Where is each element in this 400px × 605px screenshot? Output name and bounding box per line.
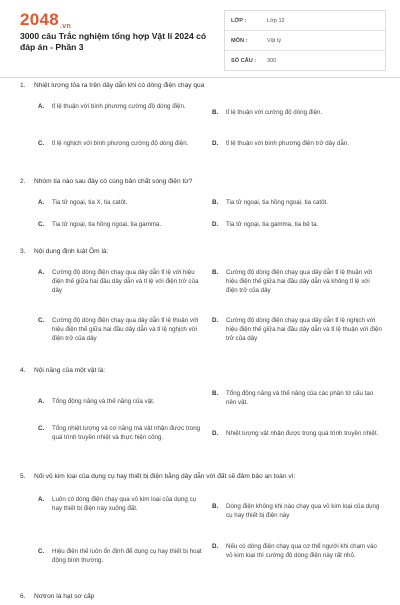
option-text: Nhiệt lượng vật nhận được trong quá trình truyền nhiệt.	[226, 430, 379, 437]
option-letter: A.	[38, 199, 45, 206]
option-4b[interactable]	[212, 390, 382, 408]
option-letter: B.	[212, 503, 219, 510]
option-1d[interactable]	[212, 140, 382, 149]
option-letter: D.	[212, 221, 219, 228]
option-letter: C.	[38, 317, 45, 324]
option-text: Tia tử ngoại, tia hồng ngoại, tia gamma.	[52, 221, 162, 228]
option-text: Hiệu điện thế luôn ổn định để dụng cụ hay thiết bị hoạt động bình thường.	[52, 548, 202, 564]
meta-value: Vật lý	[267, 37, 281, 44]
option-2a[interactable]	[38, 199, 206, 208]
option-1c[interactable]	[38, 140, 206, 149]
option-1b[interactable]	[212, 109, 382, 118]
option-text: Luôn có dòng điện chạy qua vỏ kim loại của dụng cụ hay thiết bị điện này xuống đất.	[52, 496, 197, 512]
option-text: Tổng nhiệt lượng và cơ năng mà vật nhận được trong quá trình truyền nhiệt và thực hiện công.	[52, 425, 201, 441]
option-5d[interactable]	[212, 543, 382, 561]
question-number: 5.	[20, 473, 26, 480]
option-text: Tia tử ngoại, tia X, tia catôt.	[52, 199, 128, 206]
option-1a[interactable]	[38, 103, 206, 112]
question-5	[20, 473, 390, 485]
option-letter: A.	[38, 269, 45, 276]
option-2c[interactable]	[38, 221, 206, 230]
option-letter: A.	[38, 496, 45, 503]
option-letter: D.	[212, 543, 219, 550]
question-number: 6.	[20, 593, 26, 600]
option-text: Nếu có dòng điện chạy qua cơ thể người khi chạm vào vỏ kim loại thì cường độ dòng điện này rất nhỏ.	[226, 543, 377, 559]
question-6	[20, 593, 390, 605]
question-stem: Nối vỏ kim loại của dụng cụ hay thiết bị điện bằng dây dẫn với đất sẽ đảm bảo an toàn vì:	[34, 473, 296, 480]
option-letter: B.	[212, 199, 219, 206]
meta-label: SỐ CÂU :	[231, 57, 257, 64]
question-number: 1.	[20, 82, 26, 89]
question-3	[20, 248, 390, 260]
question-stem: Nhóm tia nào sau đây có cùng bản chất sóng điện từ?	[34, 178, 193, 185]
option-4d[interactable]	[212, 430, 382, 439]
meta-row-subject	[225, 31, 385, 51]
option-text: tỉ lệ thuận với bình phương cường độ dòng điện.	[52, 103, 186, 110]
option-text: tỉ lệ thuận với cường độ dòng điện.	[226, 109, 323, 116]
option-text: tỉ lệ thuận với bình phương điện trở dây dẫn.	[226, 140, 349, 147]
option-text: Dòng điện không khi nào chạy qua vỏ kim loại của dụng cụ hay thiết bị điện này	[226, 503, 380, 519]
meta-row-class	[225, 11, 385, 31]
meta-row-count	[225, 51, 385, 70]
option-text: Tia tử ngoại, tia hồng ngoại, tia catôt.	[226, 199, 328, 206]
question-number: 4.	[20, 367, 26, 374]
option-letter: D.	[212, 430, 219, 437]
question-number: 3.	[20, 248, 26, 255]
question-4	[20, 367, 390, 379]
option-5c[interactable]	[38, 548, 206, 566]
meta-value: Lớp 12	[267, 17, 285, 24]
question-number: 2.	[20, 178, 26, 185]
option-letter: D.	[212, 317, 219, 324]
question-stem: Nhiệt lượng tỏa ra trên dây dẫn khi có dòng điện chạy qua	[34, 82, 205, 89]
option-4a[interactable]	[38, 398, 206, 407]
question-stem: Nội năng của một vật là:	[34, 367, 106, 374]
option-letter: B.	[212, 390, 219, 397]
option-3b[interactable]	[212, 269, 382, 295]
option-letter: D.	[212, 140, 219, 147]
option-text: Tổng động năng và thế năng của các phân tử cấu tạo nên vật.	[226, 390, 374, 406]
option-text: tỉ lệ nghịch với bình phương cường độ dòng điện.	[52, 140, 189, 147]
question-stem: Nơtron là hạt sơ cấp	[34, 593, 95, 600]
option-text: Tia tử ngoại, tia gamma, tia bê ta.	[226, 221, 319, 228]
meta-label: LỚP :	[231, 17, 247, 24]
option-letter: C.	[38, 548, 45, 555]
meta-table	[224, 10, 386, 71]
option-3d[interactable]	[212, 317, 382, 343]
option-letter: A.	[38, 103, 45, 110]
meta-label: MÔN :	[231, 37, 248, 44]
option-3c[interactable]	[38, 317, 206, 343]
document-title: 3000 câu Trắc nghiệm tổng hợp Vật lí 2024 có đáp án - Phần 3	[20, 31, 207, 52]
logo-tld: .vn	[60, 23, 72, 30]
option-5b[interactable]	[212, 503, 382, 521]
option-letter: B.	[212, 109, 219, 116]
option-5a[interactable]	[38, 496, 206, 514]
option-2b[interactable]	[212, 199, 382, 208]
document-header	[0, 0, 400, 72]
option-letter: C.	[38, 221, 45, 228]
option-letter: C.	[38, 140, 45, 147]
option-text: Cường độ dòng điện chạy qua dây dẫn tỉ lệ với hiệu điện thế giữa hai đầu dây dẫn và tỉ lệ với điện trở của dây	[52, 269, 199, 294]
option-text: Cường độ dòng điện chạy qua dây dẫn tỉ lệ nghịch với hiệu điện thế giữa hai đầu dây dẫn và tỉ lệ thuận với điện trở của dây	[226, 317, 382, 342]
meta-value: 300	[267, 57, 277, 64]
option-text: Cường độ dòng điện chạy qua dây dẫn tỉ lệ thuận với hiệu điện thế giữa hai đầu dây dẫn và không tỉ lệ với điện trở của dây	[226, 269, 373, 294]
option-letter: A.	[38, 398, 45, 405]
option-text: Cường độ dòng điện chạy qua dây dẫn tỉ lệ thuận với hiệu điện thế giữa hai đầu dây dẫn và tỉ lệ nghịch với điện trở của dây	[52, 317, 199, 342]
logo-name: 2048	[20, 10, 60, 29]
question-1	[20, 82, 390, 94]
option-text: Tổng động năng và thế năng của vật.	[52, 398, 155, 405]
header-divider	[0, 77, 400, 78]
option-4c[interactable]	[38, 425, 206, 443]
option-letter: B.	[212, 269, 219, 276]
option-2d[interactable]	[212, 221, 382, 230]
question-stem: Nội dung định luật Ôm là:	[34, 248, 109, 255]
option-3a[interactable]	[38, 269, 206, 295]
site-logo[interactable]	[20, 10, 71, 30]
option-letter: C.	[38, 425, 45, 432]
question-2	[20, 178, 390, 190]
